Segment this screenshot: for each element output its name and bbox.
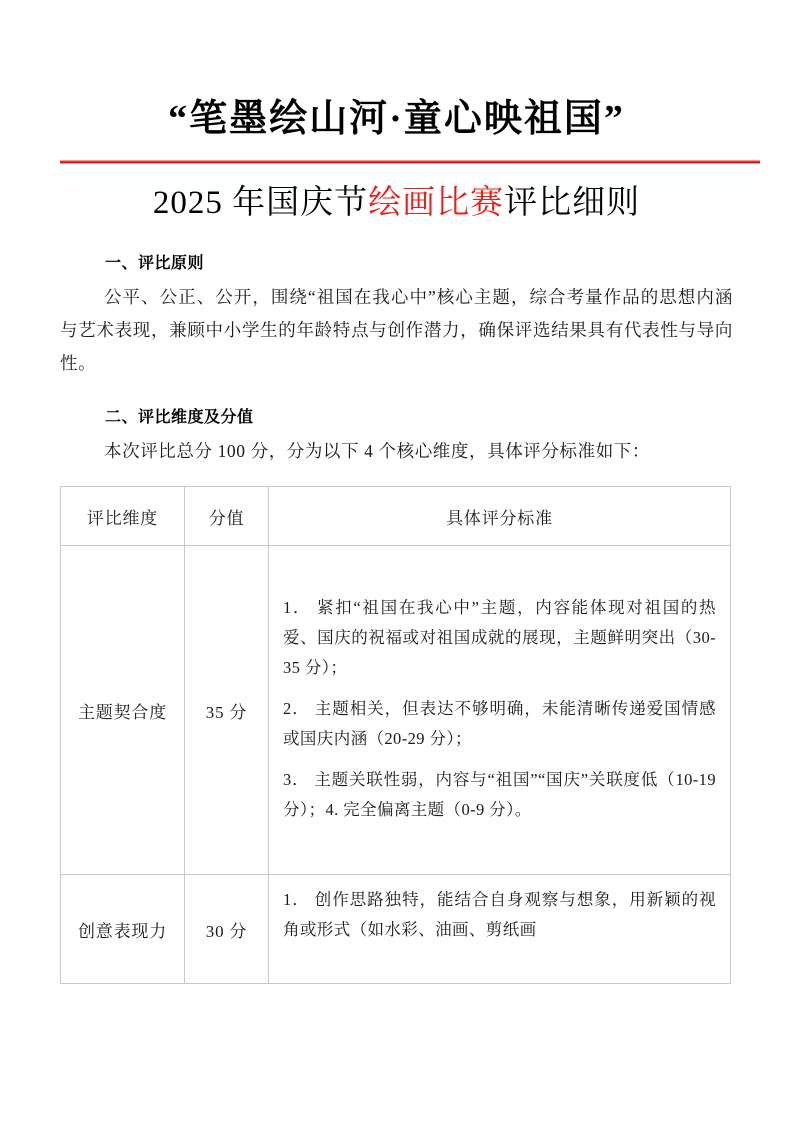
- criteria-item: 1． 创作思路独特，能结合自身观察与想象，用新颖的视角或形式（如水彩、油画、剪纸画: [283, 890, 716, 940]
- column-header-dimension: 评比维度: [61, 487, 185, 546]
- section-principles: [60, 250, 733, 380]
- table-row: [61, 875, 731, 984]
- main-title: “笔墨绘山河·童心映祖国”: [168, 98, 625, 140]
- red-divider-rule: [60, 160, 760, 164]
- table-row: [61, 546, 731, 875]
- column-header-score: 分值: [185, 487, 269, 546]
- table-header-row: [61, 487, 731, 546]
- cell-criteria: [269, 546, 731, 875]
- section-heading-principles: 一、评比原则: [105, 255, 205, 273]
- criteria-item: 2． 主题相关，但表达不够明确，未能清晰传递爱国情感或国庆内涵（20-29 分）；: [283, 699, 716, 749]
- section-dimensions: [60, 404, 733, 468]
- cell-score: 30 分: [185, 875, 269, 984]
- scoring-table: [60, 486, 731, 984]
- title-block: [60, 0, 733, 224]
- cell-score: 35 分: [185, 546, 269, 875]
- subtitle: [60, 182, 733, 225]
- subtitle-suffix: 评比细则: [504, 184, 641, 221]
- section-paragraph-principles: 公平、公正、公开，围绕“祖国在我心中”核心主题，综合考量作品的思想内涵与艺术表现，兼顾中小学生的年龄特点与创作潜力，确保评选结果具有代表性与导向性。: [60, 287, 733, 374]
- criteria-item: 3． 主题关联性弱，内容与“祖国”“国庆”关联度低（10-19 分）；4. 完全偏离主题（0-9 分）。: [283, 770, 716, 820]
- criteria-item: 1． 紧扣“祖国在我心中”主题，内容能体现对祖国的热爱、国庆的祝福或对祖国成就的展现，主题鲜明突出（30-35 分）；: [283, 598, 716, 678]
- subtitle-prefix: 2025 年国庆节: [152, 184, 369, 221]
- section-paragraph-dimensions: 本次评比总分 100 分，分为以下 4 个核心维度，具体评分标准如下：: [104, 441, 650, 462]
- cell-dimension: 主题契合度: [61, 546, 185, 875]
- column-header-criteria: 具体评分标准: [269, 487, 731, 546]
- section-heading-dimensions: 二、评比维度及分值: [105, 409, 254, 427]
- cell-criteria: [269, 875, 731, 984]
- subtitle-accent: 绘画比赛: [368, 184, 505, 221]
- cell-dimension: 创意表现力: [61, 875, 185, 984]
- scoring-table-wrapper: [60, 486, 733, 984]
